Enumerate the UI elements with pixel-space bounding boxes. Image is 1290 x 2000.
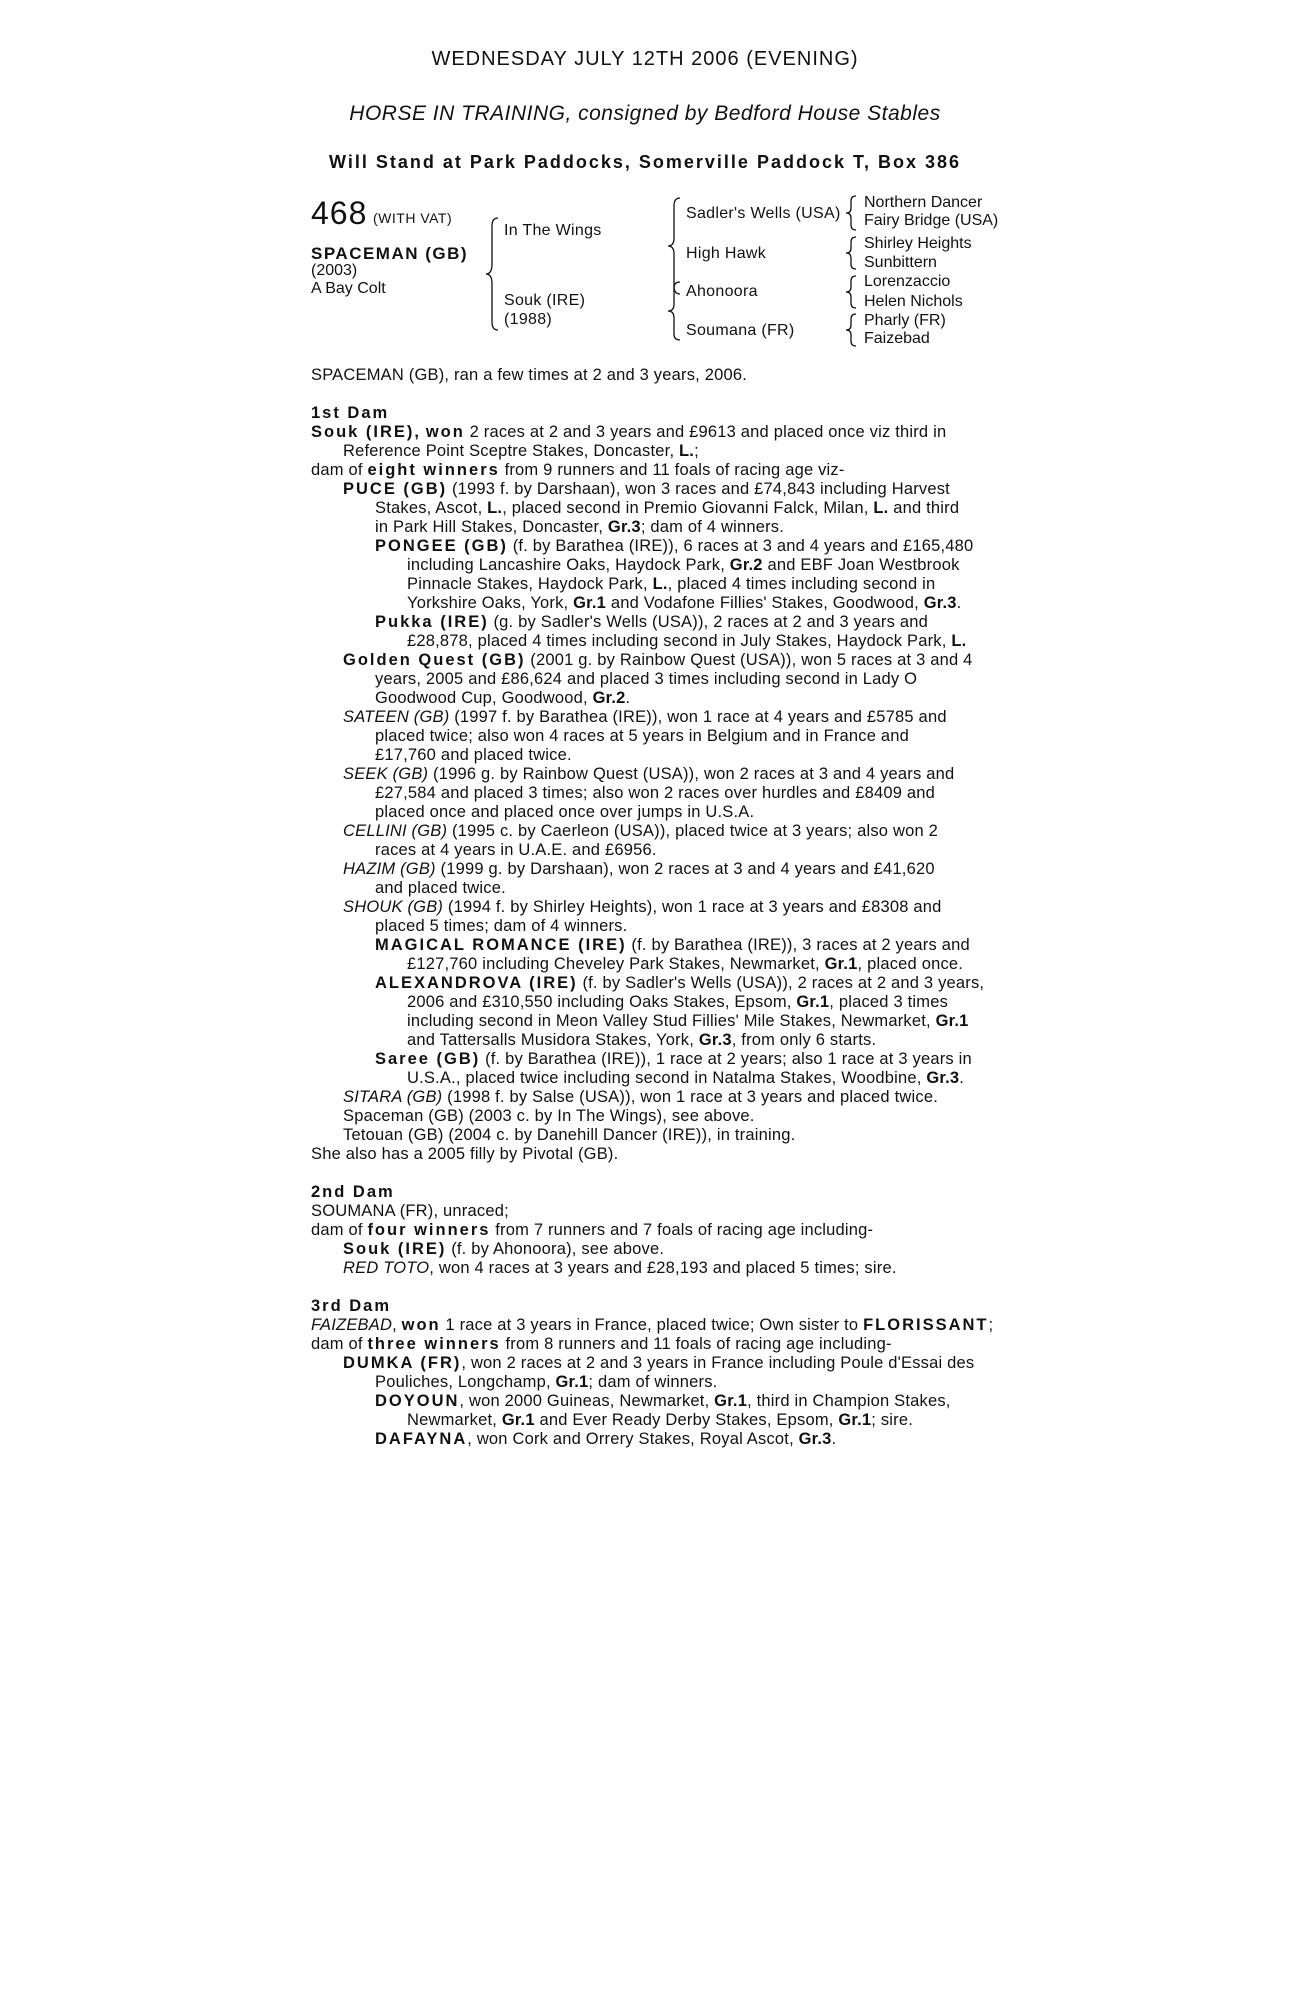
pedigree-bracket-g4-2 xyxy=(846,237,858,269)
text-line: placed 5 times; dam of 4 winners. xyxy=(375,917,628,935)
sire-dam: High Hawk xyxy=(686,245,767,262)
text-line: DUMKA (FR), won 2 races at 2 and 3 years in France including Poule d'Essai des xyxy=(343,1354,975,1372)
text-line: placed twice; also won 4 races at 5 years in Belgium and in France and xyxy=(375,727,910,745)
lot-number: 468 xyxy=(311,195,368,231)
text-line: ALEXANDROVA (IRE) (f. by Sadler's Wells (USA)), 2 races at 2 and 3 years, xyxy=(375,974,985,992)
horse-description: A Bay Colt xyxy=(311,280,386,297)
text-line: years, 2005 and £86,624 and placed 3 times including second in Lady O xyxy=(375,670,918,688)
text-line: SATEEN (GB) (1997 f. by Barathea (IRE)), won 1 race at 4 years and £5785 and xyxy=(343,708,947,726)
text-line: Souk (IRE), won 2 races at 2 and 3 years and £9613 and placed once viz third in xyxy=(311,423,947,441)
text-line: PUCE (GB) (1993 f. by Darshaan), won 3 races and £74,843 including Harvest xyxy=(343,480,950,498)
text-line: SOUMANA (FR), unraced; xyxy=(311,1202,509,1220)
text-line: including second in Meon Valley Stud Fillies' Mile Stakes, Newmarket, Gr.1 xyxy=(407,1012,969,1030)
text-line: races at 4 years in U.A.E. and £6956. xyxy=(375,841,657,859)
text-line: £127,760 including Cheveley Park Stakes, Newmarket, Gr.1, placed once. xyxy=(407,955,964,973)
g4-name: Shirley Heights xyxy=(864,235,972,252)
text-line: £27,584 and placed 3 times; also won 2 races over hurdles and £8409 and xyxy=(375,784,935,802)
catalogue-body xyxy=(311,366,1001,1449)
horse-name: SPACEMAN (GB) xyxy=(311,244,469,263)
text-line: SHOUK (GB) (1994 f. by Shirley Heights), won 1 race at 3 years and £8308 and xyxy=(343,898,942,916)
sale-date: WEDNESDAY JULY 12TH 2006 (EVENING) xyxy=(431,48,859,70)
g4-name: Sunbittern xyxy=(864,254,937,271)
text-line: Goodwood Cup, Goodwood, Gr.2. xyxy=(375,689,631,707)
text-line: Pinnacle Stakes, Haydock Park, L., placed 4 times including second in xyxy=(407,575,936,593)
g4-name: Northern Dancer xyxy=(864,194,983,211)
pedigree-bracket-main xyxy=(486,218,500,330)
pedigree-bracket-sire xyxy=(668,198,682,294)
race-summary: SPACEMAN (GB), ran a few times at 2 and 3 years, 2006. xyxy=(311,366,748,384)
text-line: and placed twice. xyxy=(375,879,506,897)
text-line: CELLINI (GB) (1995 c. by Caerleon (USA)), placed twice at 3 years; also won 2 xyxy=(343,822,938,840)
text-line: Souk (IRE) (f. by Ahonoora), see above. xyxy=(343,1240,665,1258)
stand-location: Will Stand at Park Paddocks, Somerville Paddock T, Box 386 xyxy=(328,152,962,172)
text-line: Newmarket, Gr.1 and Ever Ready Derby Stakes, Epsom, Gr.1; sire. xyxy=(407,1411,913,1429)
text-line: Reference Point Sceptre Stakes, Doncaster, L.; xyxy=(343,442,699,460)
g4-name: Fairy Bridge (USA) xyxy=(864,212,999,229)
text-line: Yorkshire Oaks, York, Gr.1 and Vodafone Fillies' Stakes, Goodwood, Gr.3. xyxy=(407,594,962,612)
third-dam-heading: 3rd Dam xyxy=(311,1297,392,1315)
text-line: DOYOUN, won 2000 Guineas, Newmarket, Gr.1, third in Champion Stakes, xyxy=(375,1392,951,1410)
text-line: £17,760 and placed twice. xyxy=(375,746,572,764)
dam-dam: Soumana (FR) xyxy=(686,322,795,339)
text-line: dam of four winners from 7 runners and 7 foals of racing age including- xyxy=(311,1221,874,1239)
text-line: Stakes, Ascot, L., placed second in Premio Giovanni Falck, Milan, L. and third xyxy=(375,499,960,517)
text-line: She also has a 2005 filly by Pivotal (GB). xyxy=(311,1145,619,1163)
consignment-line: HORSE IN TRAINING, consigned by Bedford House Stables xyxy=(349,102,941,125)
text-line: PONGEE (GB) (f. by Barathea (IRE)), 6 races at 3 and 4 years and £165,480 xyxy=(375,537,974,555)
text-line: £28,878, placed 4 times including second in July Stakes, Haydock Park, L. xyxy=(407,632,967,650)
g4-name: Faizebad xyxy=(864,330,930,347)
text-line: Pukka (IRE) (g. by Sadler's Wells (USA)), 2 races at 2 and 3 years and xyxy=(375,613,928,631)
text-line: dam of three winners from 8 runners and 11 foals of racing age including- xyxy=(311,1335,892,1353)
second-dam-heading: 2nd Dam xyxy=(311,1183,395,1201)
text-line: SITARA (GB) (1998 f. by Salse (USA)), won 1 race at 3 years and placed twice. xyxy=(343,1088,938,1106)
text-line: including Lancashire Oaks, Haydock Park, Gr.2 and EBF Joan Westbrook xyxy=(407,556,960,574)
text-line: and Tattersalls Musidora Stakes, York, Gr.3, from only 6 starts. xyxy=(407,1031,877,1049)
text-line: FAIZEBAD, won 1 race at 3 years in France, placed twice; Own sister to FLORISSANT; xyxy=(311,1316,994,1334)
pedigree-bracket-g4-3 xyxy=(846,276,858,308)
pedigree-bracket-g4-4 xyxy=(846,314,858,346)
vat-note: (WITH VAT) xyxy=(373,210,453,226)
foaling-year: (2003) xyxy=(311,262,358,279)
text-line: MAGICAL ROMANCE (IRE) (f. by Barathea (IRE)), 3 races at 2 years and xyxy=(375,936,970,954)
pedigree-bracket-dam xyxy=(668,282,682,340)
g4-name: Pharly (FR) xyxy=(864,312,946,329)
text-line: SEEK (GB) (1996 g. by Rainbow Quest (USA)), won 2 races at 3 and 4 years and xyxy=(343,765,955,783)
text-line: Saree (GB) (f. by Barathea (IRE)), 1 race at 2 years; also 1 race at 3 years in xyxy=(375,1050,972,1068)
g4-name: Lorenzaccio xyxy=(864,273,951,290)
text-line: DAFAYNA, won Cork and Orrery Stakes, Royal Ascot, Gr.3. xyxy=(375,1430,837,1448)
dam-year: (1988) xyxy=(504,311,553,328)
text-line: in Park Hill Stakes, Doncaster, Gr.3; dam of 4 winners. xyxy=(375,518,785,536)
text-line: HAZIM (GB) (1999 g. by Darshaan), won 2 races at 3 and 4 years and £41,620 xyxy=(343,860,935,878)
text-line: Tetouan (GB) (2004 c. by Danehill Dancer (IRE)), in training. xyxy=(343,1126,796,1144)
text-line: Pouliches, Longchamp, Gr.1; dam of winners. xyxy=(375,1373,718,1391)
g4-name: Helen Nichols xyxy=(864,293,963,310)
text-line: 2006 and £310,550 including Oaks Stakes, Epsom, Gr.1, placed 3 times xyxy=(407,993,949,1011)
dam: Souk (IRE) xyxy=(504,292,586,309)
text-line: U.S.A., placed twice including second in Natalma Stakes, Woodbine, Gr.3. xyxy=(407,1069,965,1087)
first-dam-heading: 1st Dam xyxy=(311,404,390,422)
text-line: placed once and placed once over jumps in U.S.A. xyxy=(375,803,755,821)
pedigree-bracket-g4-1 xyxy=(846,196,858,230)
text-line: Golden Quest (GB) (2001 g. by Rainbow Quest (USA)), won 5 races at 3 and 4 xyxy=(343,651,973,669)
sire-sire: Sadler's Wells (USA) xyxy=(686,205,841,222)
text-line: Spaceman (GB) (2003 c. by In The Wings), see above. xyxy=(343,1107,755,1125)
sire: In The Wings xyxy=(504,222,602,239)
text-line: dam of eight winners from 9 runners and 11 foals of racing age viz- xyxy=(311,461,845,479)
text-line: RED TOTO, won 4 races at 3 years and £28,193 and placed 5 times; sire. xyxy=(343,1259,897,1277)
dam-sire: Ahonoora xyxy=(686,283,758,300)
